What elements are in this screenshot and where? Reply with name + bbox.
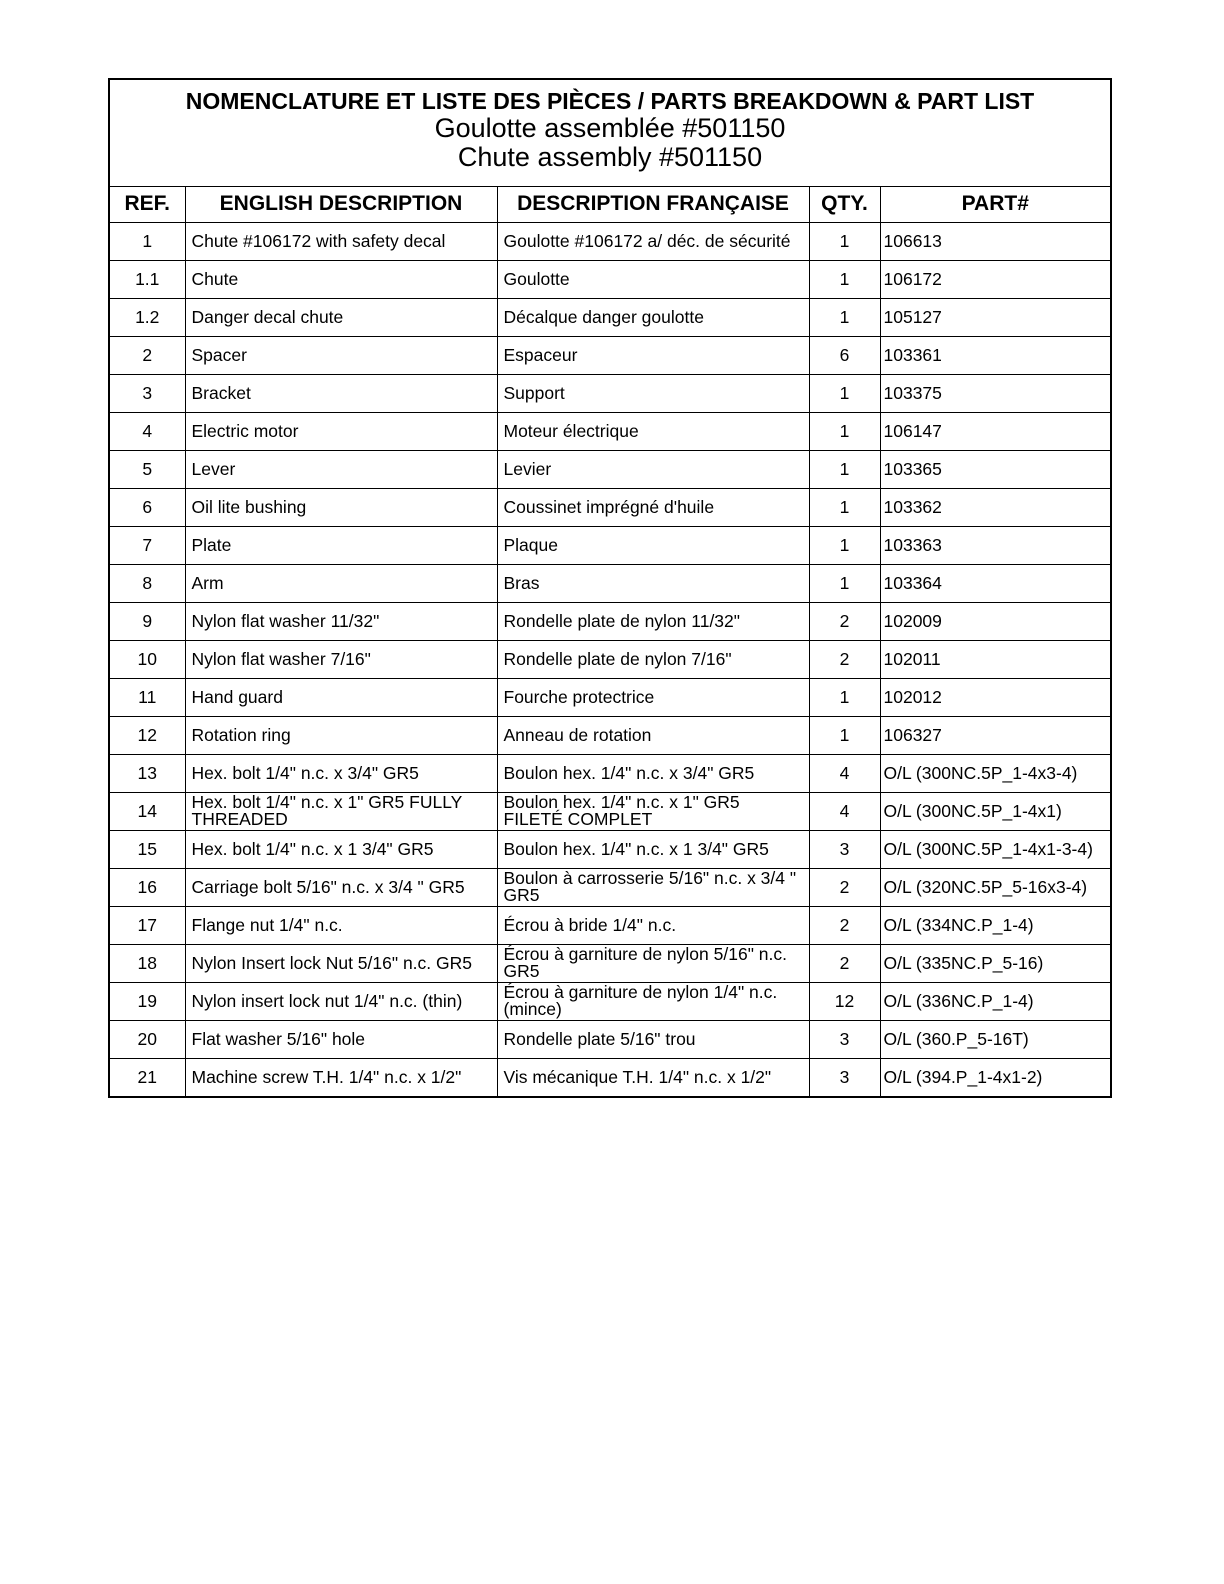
cell-french-description: Vis mécanique T.H. 1/4" n.c. x 1/2" [497,1058,809,1096]
cell-part-number: 103365 [880,450,1110,488]
document-title: NOMENCLATURE ET LISTE DES PIÈCES / PARTS BREAKDOWN & PART LIST [185,88,1035,114]
cell-part-number: O/L (300NC.5P_1-4x1) [880,792,1110,830]
table-row [110,374,1110,412]
cell-quantity: 2 [809,640,880,678]
cell-quantity: 3 [809,1020,880,1058]
cell-english-description: Danger decal chute [185,298,497,336]
table-row [110,868,1110,906]
cell-quantity: 4 [809,792,880,830]
table-row [110,450,1110,488]
cell-french-description: Fourche protectrice [497,678,809,716]
cell-ref: 15 [110,830,185,868]
table-row [110,716,1110,754]
cell-ref: 7 [110,526,185,564]
cell-ref: 13 [110,754,185,792]
cell-english-description: Hex. bolt 1/4" n.c. x 3/4" GR5 [185,754,497,792]
table-row [110,1020,1110,1058]
cell-french-description: Support [497,374,809,412]
cell-ref: 6 [110,488,185,526]
table-row [110,754,1110,792]
cell-part-number: O/L (360.P_5-16T) [880,1020,1110,1058]
table-row [110,1058,1110,1096]
cell-ref: 1.1 [110,260,185,298]
cell-english-description: Lever [185,450,497,488]
cell-french-description: Boulon hex. 1/4" n.c. x 3/4" GR5 [497,754,809,792]
cell-french-description: Boulon à carrosserie 5/16" n.c. x 3/4 " GR5 [497,868,809,906]
table-header-row [110,187,1110,222]
table-row [110,564,1110,602]
cell-french-description: Anneau de rotation [497,716,809,754]
cell-english-description: Electric motor [185,412,497,450]
cell-ref: 8 [110,564,185,602]
cell-english-description: Nylon flat washer 7/16" [185,640,497,678]
cell-french-description: Rondelle plate 5/16" trou [497,1020,809,1058]
cell-ref: 10 [110,640,185,678]
cell-french-description: Écrou à garniture de nylon 1/4" n.c. (mince) [497,982,809,1020]
table-row [110,792,1110,830]
cell-part-number: 106327 [880,716,1110,754]
cell-english-description: Rotation ring [185,716,497,754]
cell-part-number: O/L (394.P_1-4x1-2) [880,1058,1110,1096]
cell-french-description: Goulotte #106172 a/ déc. de sécurité [497,222,809,260]
cell-english-description: Chute #106172 with safety decal [185,222,497,260]
cell-part-number: O/L (335NC.P_5-16) [880,944,1110,982]
cell-english-description: Plate [185,526,497,564]
cell-french-description: Décalque danger goulotte [497,298,809,336]
cell-french-description: Moteur électrique [497,412,809,450]
cell-quantity: 1 [809,526,880,564]
table-row [110,678,1110,716]
table-row [110,336,1110,374]
column-header-part: PART# [880,187,1110,222]
cell-quantity: 1 [809,488,880,526]
table-row [110,526,1110,564]
cell-part-number: 105127 [880,298,1110,336]
cell-quantity: 2 [809,868,880,906]
cell-french-description: Rondelle plate de nylon 11/32" [497,602,809,640]
cell-french-description: Boulon hex. 1/4" n.c. x 1 3/4" GR5 [497,830,809,868]
cell-ref: 18 [110,944,185,982]
table-row [110,222,1110,260]
cell-english-description: Nylon flat washer 11/32" [185,602,497,640]
cell-english-description: Carriage bolt 5/16" n.c. x 3/4 " GR5 [185,868,497,906]
cell-english-description: Oil lite bushing [185,488,497,526]
cell-ref: 3 [110,374,185,412]
table-row [110,830,1110,868]
cell-part-number: 103375 [880,374,1110,412]
cell-english-description: Flat washer 5/16" hole [185,1020,497,1058]
cell-part-number: O/L (300NC.5P_1-4x3-4) [880,754,1110,792]
cell-quantity: 2 [809,944,880,982]
cell-quantity: 2 [809,602,880,640]
cell-english-description: Arm [185,564,497,602]
table-row [110,640,1110,678]
cell-quantity: 1 [809,716,880,754]
cell-ref: 2 [110,336,185,374]
cell-ref: 20 [110,1020,185,1058]
cell-part-number: 102012 [880,678,1110,716]
cell-english-description: Chute [185,260,497,298]
cell-french-description: Écrou à garniture de nylon 5/16" n.c. GR5 [497,944,809,982]
cell-french-description: Boulon hex. 1/4" n.c. x 1" GR5 FILETÉ COMPLET [497,792,809,830]
cell-french-description: Goulotte [497,260,809,298]
table-row [110,944,1110,982]
cell-ref: 11 [110,678,185,716]
cell-part-number: O/L (336NC.P_1-4) [880,982,1110,1020]
cell-ref: 4 [110,412,185,450]
cell-english-description: Hex. bolt 1/4" n.c. x 1 3/4" GR5 [185,830,497,868]
cell-quantity: 1 [809,450,880,488]
cell-part-number: 106147 [880,412,1110,450]
cell-french-description: Plaque [497,526,809,564]
cell-english-description: Flange nut 1/4" n.c. [185,906,497,944]
cell-part-number: O/L (300NC.5P_1-4x1-3-4) [880,830,1110,868]
cell-quantity: 1 [809,298,880,336]
column-header-english: ENGLISH DESCRIPTION [185,187,497,222]
cell-ref: 17 [110,906,185,944]
cell-english-description: Nylon insert lock nut 1/4" n.c. (thin) [185,982,497,1020]
table-row [110,602,1110,640]
cell-english-description: Nylon Insert lock Nut 5/16" n.c. GR5 [185,944,497,982]
document-header [110,80,1110,187]
assembly-title-english: Chute assembly #501150 [457,142,763,172]
cell-quantity: 2 [809,906,880,944]
cell-part-number: 106172 [880,260,1110,298]
cell-quantity: 1 [809,260,880,298]
cell-part-number: 102009 [880,602,1110,640]
cell-english-description: Spacer [185,336,497,374]
cell-quantity: 12 [809,982,880,1020]
cell-part-number: 103361 [880,336,1110,374]
cell-part-number: 103364 [880,564,1110,602]
cell-quantity: 1 [809,678,880,716]
cell-quantity: 1 [809,374,880,412]
cell-french-description: Écrou à bride 1/4" n.c. [497,906,809,944]
cell-english-description: Hand guard [185,678,497,716]
cell-french-description: Espaceur [497,336,809,374]
cell-ref: 21 [110,1058,185,1096]
cell-french-description: Levier [497,450,809,488]
cell-ref: 12 [110,716,185,754]
cell-quantity: 1 [809,564,880,602]
cell-quantity: 4 [809,754,880,792]
parts-table [110,187,1110,1096]
cell-ref: 5 [110,450,185,488]
cell-quantity: 1 [809,412,880,450]
cell-english-description: Hex. bolt 1/4" n.c. x 1" GR5 FULLY THREADED [185,792,497,830]
column-header-french: DESCRIPTION FRANÇAISE [497,187,809,222]
parts-list-sheet [108,78,1112,1098]
cell-french-description: Rondelle plate de nylon 7/16" [497,640,809,678]
cell-quantity: 1 [809,222,880,260]
column-header-qty: QTY. [809,187,880,222]
table-row [110,260,1110,298]
cell-part-number: 103362 [880,488,1110,526]
cell-part-number: 103363 [880,526,1110,564]
cell-part-number: 102011 [880,640,1110,678]
cell-quantity: 3 [809,1058,880,1096]
cell-english-description: Machine screw T.H. 1/4" n.c. x 1/2" [185,1058,497,1096]
table-row [110,488,1110,526]
cell-part-number: 106613 [880,222,1110,260]
cell-quantity: 6 [809,336,880,374]
cell-french-description: Bras [497,564,809,602]
cell-french-description: Coussinet imprégné d'huile [497,488,809,526]
cell-part-number: O/L (334NC.P_1-4) [880,906,1110,944]
cell-english-description: Bracket [185,374,497,412]
cell-ref: 1.2 [110,298,185,336]
cell-ref: 14 [110,792,185,830]
cell-ref: 9 [110,602,185,640]
table-row [110,982,1110,1020]
cell-ref: 1 [110,222,185,260]
cell-part-number: O/L (320NC.5P_5-16x3-4) [880,868,1110,906]
table-row [110,298,1110,336]
column-header-ref: REF. [110,187,185,222]
cell-quantity: 3 [809,830,880,868]
table-row [110,906,1110,944]
cell-ref: 16 [110,868,185,906]
assembly-title-french: Goulotte assemblée #501150 [434,113,786,143]
cell-ref: 19 [110,982,185,1020]
table-row [110,412,1110,450]
